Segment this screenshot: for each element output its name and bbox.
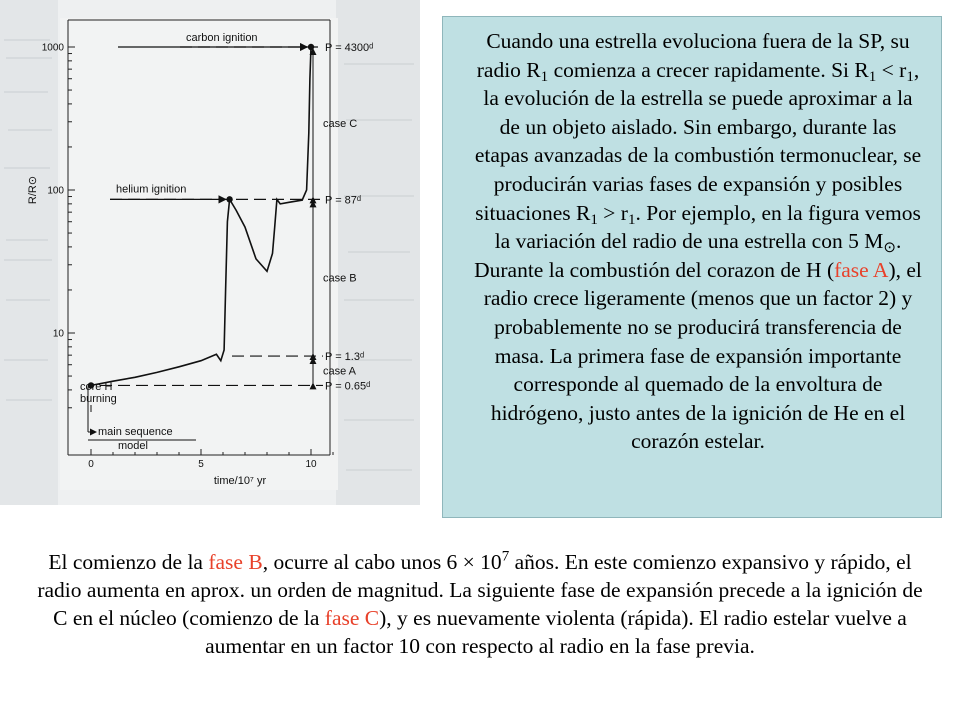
core-h-label: core H — [80, 381, 113, 393]
carbon-ignition-label: carbon ignition — [186, 32, 258, 44]
bottom-part: ), y es nuevamente violenta (rápida). El radio estelar vuelve a aumentar en un factor 10 con respecto al radio en la fase previa. — [205, 606, 907, 658]
text-box-part: comienza a crecer rapidamente. Si R — [548, 57, 869, 82]
helium-ignition-label: helium ignition — [116, 183, 187, 196]
text-box-part: , la evolución de la estrella se puede aproximar a la de un objeto aislado. Sin embargo, durante las etapas avanzadas de la combustión termonuclear, se producirán varias fases de expansión y posibles situaciones R — [474, 57, 922, 225]
marker-point — [308, 44, 314, 50]
text-box-part: < r — [876, 57, 907, 82]
subscript: 1 — [590, 211, 598, 228]
case-label: case C — [323, 118, 358, 131]
subscript: 1 — [868, 68, 877, 85]
text-box-part: > r — [597, 200, 628, 225]
scanned-figure — [0, 0, 420, 505]
period-label: P = 4300ᵈ — [325, 42, 374, 54]
case-label: case B — [323, 272, 357, 285]
x-tick-label: 10 — [305, 459, 317, 470]
x-tick-label: 5 — [198, 459, 204, 470]
y-tick-label: 100 — [47, 185, 64, 197]
explanation-box — [442, 16, 942, 518]
solar-symbol-subscript: ⊙ — [883, 239, 896, 256]
bottom-part: , ocurre al cabo unos 6 × 10 — [262, 550, 502, 574]
text-box-part: Cuando una estrella evoluciona fuera de la SP, su radio R — [476, 29, 910, 82]
radius-evolution-chart — [0, 0, 420, 505]
fase-b-highlight: fase B — [208, 550, 263, 574]
text-box-part: . Por ejemplo, en la figura vemos la variación del radio de una estrella con 5 M — [494, 200, 921, 254]
bottom-part: El comienzo de la — [48, 550, 209, 574]
exponent: 7 — [501, 548, 510, 565]
radius-curve — [91, 47, 311, 385]
subscript: 1 — [540, 68, 549, 85]
y-tick-label: 10 — [52, 328, 64, 340]
period-label: P = 87ᵈ — [325, 194, 362, 207]
case-label: case A — [323, 365, 357, 378]
bottom-paragraph — [30, 548, 930, 660]
marker-point — [226, 196, 232, 202]
fase-a-highlight: fase A — [834, 257, 889, 282]
chart-axes — [27, 20, 333, 487]
subscript: 1 — [906, 68, 914, 85]
bottom-part: años. En este comienzo expansivo y rápido, el radio aumenta en aprox. un orden de magnitud. La siguiente fase de expansión precede a la ignición de C en el núcleo (comienzo de la — [37, 550, 923, 630]
text-box-part: . Durante la combustión del corazon de H ( — [474, 229, 902, 282]
fase-c-highlight: fase C — [324, 606, 380, 630]
burning-label: burning — [80, 393, 117, 405]
text-box-part: ), el radio crece ligeramente (menos que un factor 2) y probablemente no se producirá transferencia de masa. La primera fase de expansión importante corresponde al quemado de la envoltura de hidrógeno, justo antes de la ignición de He en el corazón estelar. — [483, 257, 922, 454]
model-label: model — [118, 440, 148, 452]
main-sequence-label: main sequence — [98, 426, 173, 438]
subscript: 1 — [627, 211, 636, 228]
chart-series — [88, 44, 314, 389]
x-tick-label: 0 — [88, 459, 94, 470]
chart-guides — [88, 47, 323, 440]
x-axis-title: time/10⁷ yr — [213, 475, 267, 487]
period-label: P = 0.65ᵈ — [325, 380, 371, 393]
y-tick-label: 1000 — [41, 42, 64, 54]
period-label: P = 1.3ᵈ — [325, 351, 365, 364]
y-axis-title: R/R⊙ — [27, 175, 39, 205]
